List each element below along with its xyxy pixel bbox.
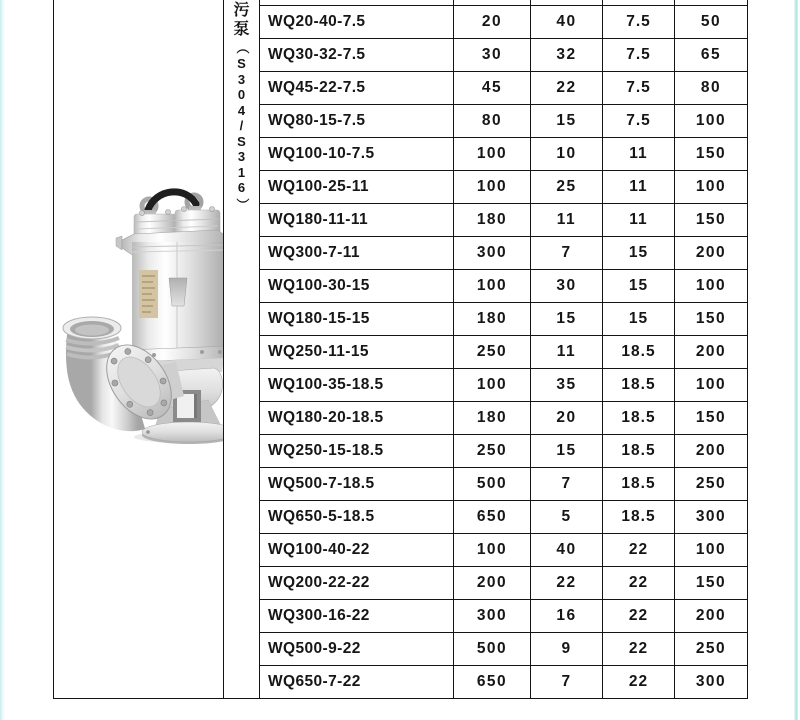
cell-flow: 500 bbox=[454, 633, 531, 665]
cell-model: WQ100-30-15 bbox=[260, 270, 454, 302]
vertical-label-char: S bbox=[237, 133, 246, 149]
cell-power: 7.5 bbox=[603, 105, 675, 137]
cell-power: 18.5 bbox=[603, 501, 675, 533]
cell-outlet: 50 bbox=[700, 13, 722, 30]
table-row bbox=[260, 600, 747, 633]
cell-flow: 30 bbox=[454, 39, 531, 71]
cell-flow: 100 bbox=[454, 270, 531, 302]
table-row bbox=[260, 336, 747, 369]
vertical-label-char: S bbox=[237, 56, 246, 71]
cell-flow: 100 bbox=[454, 138, 531, 170]
cell-model: WQ100-25-11 bbox=[260, 171, 454, 203]
cell-power: 7.5 bbox=[603, 39, 675, 71]
vertical-label-char: 0 bbox=[237, 87, 246, 102]
vertical-label-char: 3 bbox=[237, 149, 246, 164]
vertical-label-char: 4 bbox=[237, 102, 246, 118]
cell-power: 18.5 bbox=[603, 402, 675, 434]
table-row bbox=[260, 237, 747, 270]
cell-outlet: 100 bbox=[695, 112, 727, 129]
cell-outlet: 100 bbox=[695, 178, 727, 195]
cell-model: WQ30-32-7.5 bbox=[260, 39, 454, 71]
cell-model: WQ45-22-7.5 bbox=[260, 72, 454, 104]
vertical-label-char: 6 bbox=[237, 180, 246, 195]
cell-head: 22 bbox=[531, 72, 603, 104]
table-row bbox=[260, 666, 747, 698]
cell-outlet: 150 bbox=[695, 310, 727, 327]
cell-power bbox=[603, 0, 675, 5]
table-row bbox=[260, 171, 747, 204]
cell-outlet: 200 bbox=[695, 607, 727, 624]
cell-outlet: 65 bbox=[700, 46, 722, 63]
table-row bbox=[260, 39, 747, 72]
cell-flow: 300 bbox=[454, 237, 531, 269]
cell-head bbox=[531, 0, 603, 5]
pump-spec-block bbox=[53, 0, 748, 699]
cell-flow: 500 bbox=[454, 468, 531, 500]
cell-power: 11 bbox=[603, 204, 675, 236]
cell-outlet: 150 bbox=[695, 145, 727, 162]
vertical-label-char: 泵 bbox=[233, 21, 250, 38]
cell-outlet: 300 bbox=[695, 673, 727, 690]
cell-model: WQ180-11-11 bbox=[260, 204, 454, 236]
cell-power: 15 bbox=[603, 237, 675, 269]
cell-head: 20 bbox=[531, 402, 603, 434]
vertical-label-char: 3 bbox=[237, 71, 246, 87]
cell-outlet: 80 bbox=[700, 79, 722, 96]
table-row bbox=[260, 138, 747, 171]
cell-power: 22 bbox=[603, 600, 675, 632]
cell-model: WQ300-7-11 bbox=[260, 237, 454, 269]
cell-flow: 650 bbox=[454, 501, 531, 533]
cell-model: WQ500-9-22 bbox=[260, 633, 454, 665]
cell-power: 18.5 bbox=[603, 468, 675, 500]
cell-head: 32 bbox=[531, 39, 603, 71]
cell-model: WQ180-15-15 bbox=[260, 303, 454, 335]
cell-flow: 250 bbox=[454, 435, 531, 467]
cell-head: 25 bbox=[531, 171, 603, 203]
vertical-label-char: 污 bbox=[233, 2, 250, 19]
cell-outlet: 150 bbox=[695, 409, 727, 426]
cell-model: WQ80-15-7.5 bbox=[260, 105, 454, 137]
cell-model: WQ20-40-7.5 bbox=[260, 6, 454, 38]
cell-power: 22 bbox=[603, 567, 675, 599]
cell-flow: 45 bbox=[454, 72, 531, 104]
cell-power: 18.5 bbox=[603, 369, 675, 401]
cell-power: 11 bbox=[603, 138, 675, 170]
cell-outlet: 300 bbox=[695, 508, 727, 525]
cell-model: WQ250-11-15 bbox=[260, 336, 454, 368]
table-row bbox=[260, 204, 747, 237]
cell-model: WQ200-22-22 bbox=[260, 567, 454, 599]
cell-model: WQ100-40-22 bbox=[260, 534, 454, 566]
cell-model bbox=[260, 0, 454, 5]
left-edge-accent bbox=[0, 0, 5, 720]
cell-head: 9 bbox=[531, 633, 603, 665]
cell-power: 18.5 bbox=[603, 336, 675, 368]
cell-outlet: 200 bbox=[695, 442, 727, 459]
cell-outlet: 100 bbox=[695, 277, 727, 294]
cell-head: 7 bbox=[531, 666, 603, 698]
table-row bbox=[260, 567, 747, 600]
cell-outlet: 250 bbox=[695, 640, 727, 657]
cell-outlet: 100 bbox=[695, 376, 727, 393]
spec-table bbox=[260, 0, 748, 698]
cell-power: 7.5 bbox=[603, 72, 675, 104]
vertical-label-char: （ bbox=[234, 40, 250, 55]
cell-head: 7 bbox=[531, 237, 603, 269]
cell-flow: 100 bbox=[454, 534, 531, 566]
vertical-product-label bbox=[233, 0, 249, 698]
cell-flow: 100 bbox=[454, 369, 531, 401]
cell-power: 7.5 bbox=[603, 6, 675, 38]
vertical-label-cell bbox=[224, 0, 260, 698]
cell-power: 18.5 bbox=[603, 435, 675, 467]
cell-model: WQ650-5-18.5 bbox=[260, 501, 454, 533]
cell-model: WQ180-20-18.5 bbox=[260, 402, 454, 434]
cell-outlet bbox=[675, 0, 747, 5]
pump-photo-cell bbox=[54, 0, 224, 698]
cell-power: 22 bbox=[603, 633, 675, 665]
cell-flow: 80 bbox=[454, 105, 531, 137]
cell-head: 10 bbox=[531, 138, 603, 170]
cell-model: WQ300-16-22 bbox=[260, 600, 454, 632]
cell-flow bbox=[454, 0, 531, 5]
cell-head: 15 bbox=[531, 105, 603, 137]
vertical-label-char: / bbox=[239, 118, 244, 133]
cell-model: WQ100-35-18.5 bbox=[260, 369, 454, 401]
cell-flow: 180 bbox=[454, 303, 531, 335]
cell-flow: 250 bbox=[454, 336, 531, 368]
cell-flow: 200 bbox=[454, 567, 531, 599]
cell-head: 30 bbox=[531, 270, 603, 302]
cell-flow: 650 bbox=[454, 666, 531, 698]
cell-power: 22 bbox=[603, 534, 675, 566]
table-row bbox=[260, 72, 747, 105]
cell-flow: 100 bbox=[454, 171, 531, 203]
cell-outlet: 150 bbox=[695, 574, 727, 591]
cell-head: 40 bbox=[531, 534, 603, 566]
vertical-label-char: 1 bbox=[237, 164, 246, 180]
vertical-label-char: ） bbox=[234, 197, 250, 211]
cell-power: 11 bbox=[603, 171, 675, 203]
table-row bbox=[260, 402, 747, 435]
cell-outlet: 250 bbox=[695, 475, 727, 492]
cell-outlet: 200 bbox=[695, 343, 727, 360]
table-row bbox=[260, 6, 747, 39]
table-row bbox=[260, 270, 747, 303]
cell-outlet: 100 bbox=[695, 541, 727, 558]
cell-outlet: 150 bbox=[695, 211, 727, 228]
table-row bbox=[260, 303, 747, 336]
cell-flow: 180 bbox=[454, 204, 531, 236]
cell-power: 15 bbox=[603, 303, 675, 335]
table-row bbox=[260, 105, 747, 138]
cell-head: 7 bbox=[531, 468, 603, 500]
cell-head: 16 bbox=[531, 600, 603, 632]
table-row bbox=[260, 468, 747, 501]
right-edge-accent bbox=[794, 0, 798, 720]
pump-image bbox=[56, 186, 223, 444]
cell-flow: 300 bbox=[454, 600, 531, 632]
cell-head: 22 bbox=[531, 567, 603, 599]
cell-head: 35 bbox=[531, 369, 603, 401]
cell-head: 15 bbox=[531, 435, 603, 467]
spec-table-body bbox=[260, 6, 747, 698]
cell-head: 5 bbox=[531, 501, 603, 533]
table-row bbox=[260, 534, 747, 567]
table-row bbox=[260, 369, 747, 402]
table-row bbox=[260, 501, 747, 534]
cell-head: 11 bbox=[531, 204, 603, 236]
cell-model: WQ250-15-18.5 bbox=[260, 435, 454, 467]
cell-head: 15 bbox=[531, 303, 603, 335]
table-row bbox=[260, 435, 747, 468]
cell-power: 22 bbox=[603, 666, 675, 698]
cell-model: WQ500-7-18.5 bbox=[260, 468, 454, 500]
cell-outlet: 200 bbox=[695, 244, 727, 261]
table-row bbox=[260, 633, 747, 666]
cell-model: WQ100-10-7.5 bbox=[260, 138, 454, 170]
cell-head: 40 bbox=[531, 6, 603, 38]
cell-flow: 20 bbox=[454, 6, 531, 38]
cell-power: 15 bbox=[603, 270, 675, 302]
cell-flow: 180 bbox=[454, 402, 531, 434]
cell-model: WQ650-7-22 bbox=[260, 666, 454, 698]
cell-head: 11 bbox=[531, 336, 603, 368]
